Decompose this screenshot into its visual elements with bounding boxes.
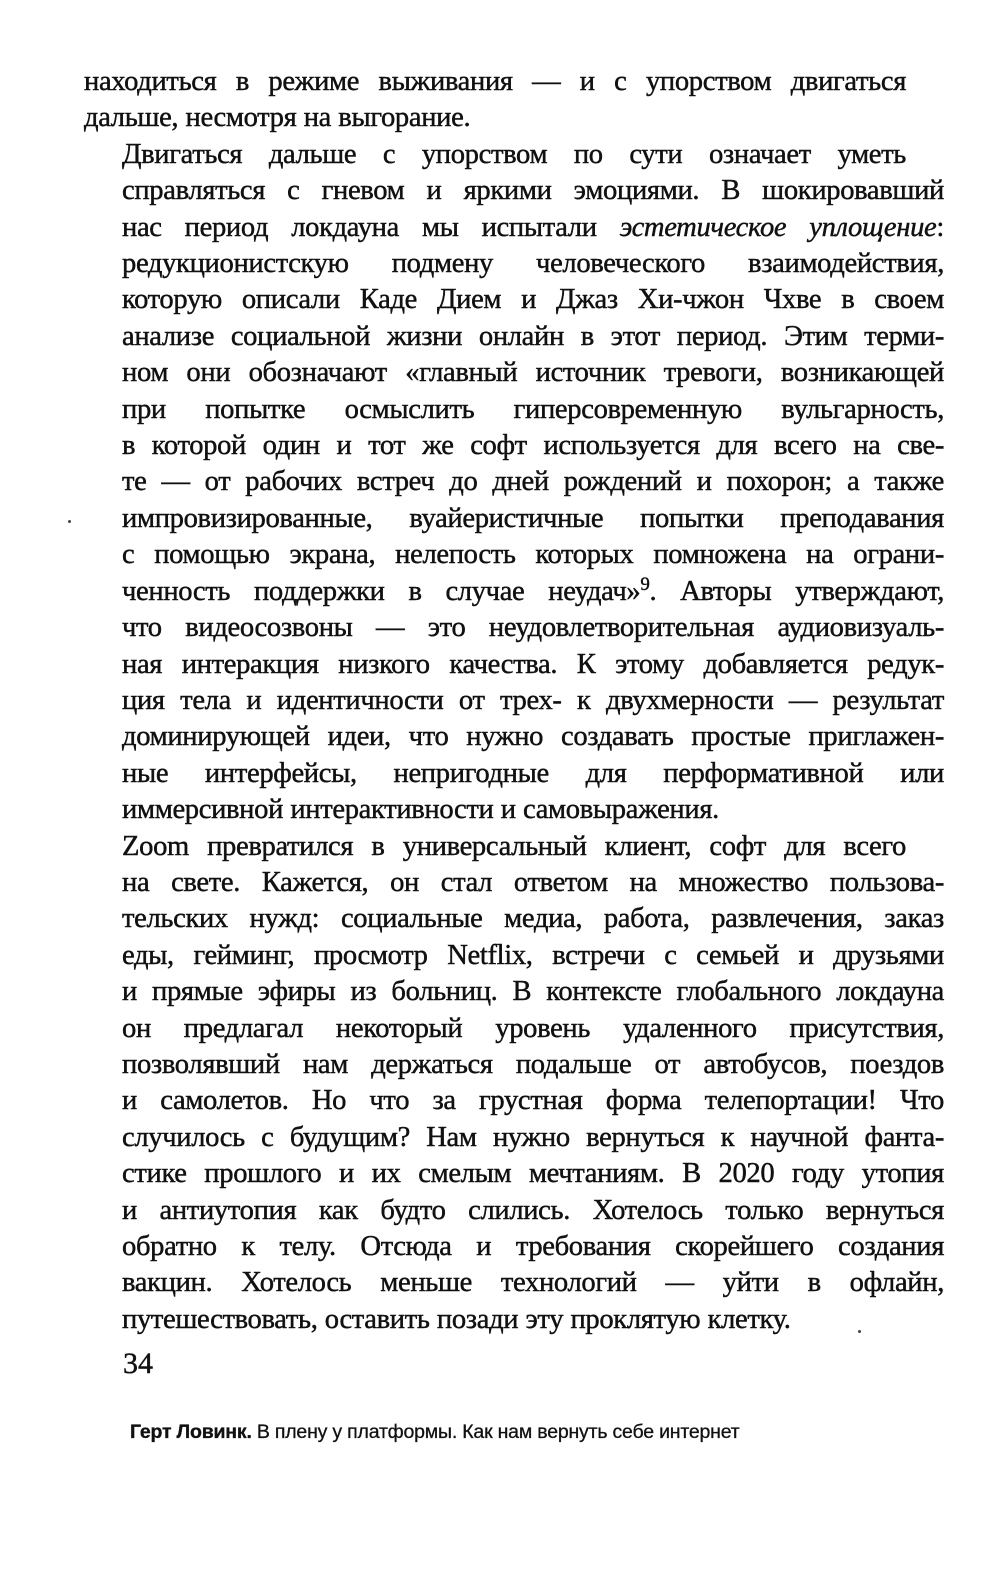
text-line: ном они обозначают «главный источник тревоги, возникающей [122, 357, 944, 389]
text-line: ция тела и идентичности от трех- к двухмерности — результат [122, 684, 944, 716]
text-line: и антиутопия как будто слились. Хотелось только вернуться [122, 1194, 944, 1226]
page-text-block [84, 64, 944, 1338]
footnote-reference[interactable]: 9 [640, 573, 650, 595]
text-line: те — от рабочих встреч до дней рождений и похорон; а также [122, 466, 944, 498]
footer-author: Герт Ловинк. [130, 1421, 252, 1443]
text-line: позволявший нам держаться подальше от автобусов, поездов [122, 1048, 944, 1080]
text-line: в которой один и тот же софт используется для всего на све- [122, 430, 944, 462]
text-line: с помощью экрана, нелепость которых помножена на ограни- [122, 539, 944, 571]
text-fragment: ченность поддержки в случае неудач» [122, 575, 641, 607]
text-line: импровизированные, вуайеристичные попытки преподавания [122, 502, 944, 534]
footer-book-title: В плену у платформы. Как нам вернуть себе интернет [251, 1421, 740, 1443]
text-line: ные интерфейсы, непригодные для перформативной или [122, 757, 944, 789]
text-line: дальше, несмотря на выгорание. [84, 102, 471, 134]
text-line: тельских нужд: социальные медиа, работа, развлечения, заказ [122, 903, 944, 935]
text-line: что видеосозвоны — это неудовлетворительная аудиовизуаль- [122, 612, 944, 644]
text-line: ная интеракция низкого качества. К этому добавляется редук- [122, 648, 944, 680]
running-footer [130, 1420, 739, 1444]
text-line: справляться с гневом и яркими эмоциями. В шокировавший [122, 175, 944, 207]
text-fragment: нас период локдауна мы испытали [122, 211, 620, 243]
text-line-with-emphasis [84, 210, 944, 246]
text-line: случилось с будущим? Нам нужно вернуться к научной фанта- [122, 1121, 944, 1153]
text-line: на свете. Кажется, он стал ответом на множество пользова- [122, 866, 944, 898]
text-line: путешествовать, оставить позади эту проклятую клетку. [122, 1303, 791, 1335]
paragraph-2 [84, 137, 944, 829]
text-line: и самолетов. Но что за грустная форма телепортации! Что [122, 1085, 944, 1117]
text-line: обратно к телу. Отсюда и требования скорейшего создания [122, 1231, 944, 1262]
emphasized-term: эстетическое уплощение [619, 211, 937, 243]
text-line: он предлагал некоторый уровень удаленного присутствия, [122, 1012, 944, 1044]
paragraph-3 [84, 829, 944, 1339]
text-line: находиться в режиме выживания — и с упорством двигаться [84, 66, 906, 97]
text-line: Zoom превратился в универсальный клиент, софт для всего [122, 830, 906, 862]
text-line: доминирующей идеи, что нужно создавать простые приглажен- [122, 721, 944, 753]
text-line: стике прошлого и их смелым мечтаниям. В 2020 году утопия [122, 1158, 944, 1190]
text-line-with-footnote [84, 573, 944, 610]
page-number: 34 [123, 1347, 153, 1380]
text-line: и прямые эфиры из больниц. В контексте глобального локдауна [122, 976, 944, 1008]
paragraph-1 [84, 64, 906, 137]
text-line: вакцин. Хотелось меньше технологий — уйти в офлайн, [122, 1267, 944, 1299]
text-line: Двигаться дальше с упорством по сути означает уметь [122, 138, 906, 170]
text-fragment: : [936, 211, 944, 243]
text-line: которую описали Каде Дием и Джаз Хи-чжон Чхве в своем [122, 284, 944, 316]
print-speck [858, 1330, 861, 1333]
print-speck [68, 520, 71, 523]
text-line: еды, гейминг, просмотр Netflix, встречи с семьей и друзьями [122, 939, 944, 971]
text-line: при попытке осмыслить гиперсовременную вульгарность, [122, 393, 944, 425]
text-line: иммерсивной интерактивности и самовыражения. [122, 794, 719, 826]
text-fragment: . Авторы утверждают, [649, 575, 944, 607]
text-line: анализе социальной жизни онлайн в этот период. Этим терми- [122, 320, 944, 352]
text-line: редукционистскую подмену человеческого взаимодействия, [122, 248, 944, 280]
